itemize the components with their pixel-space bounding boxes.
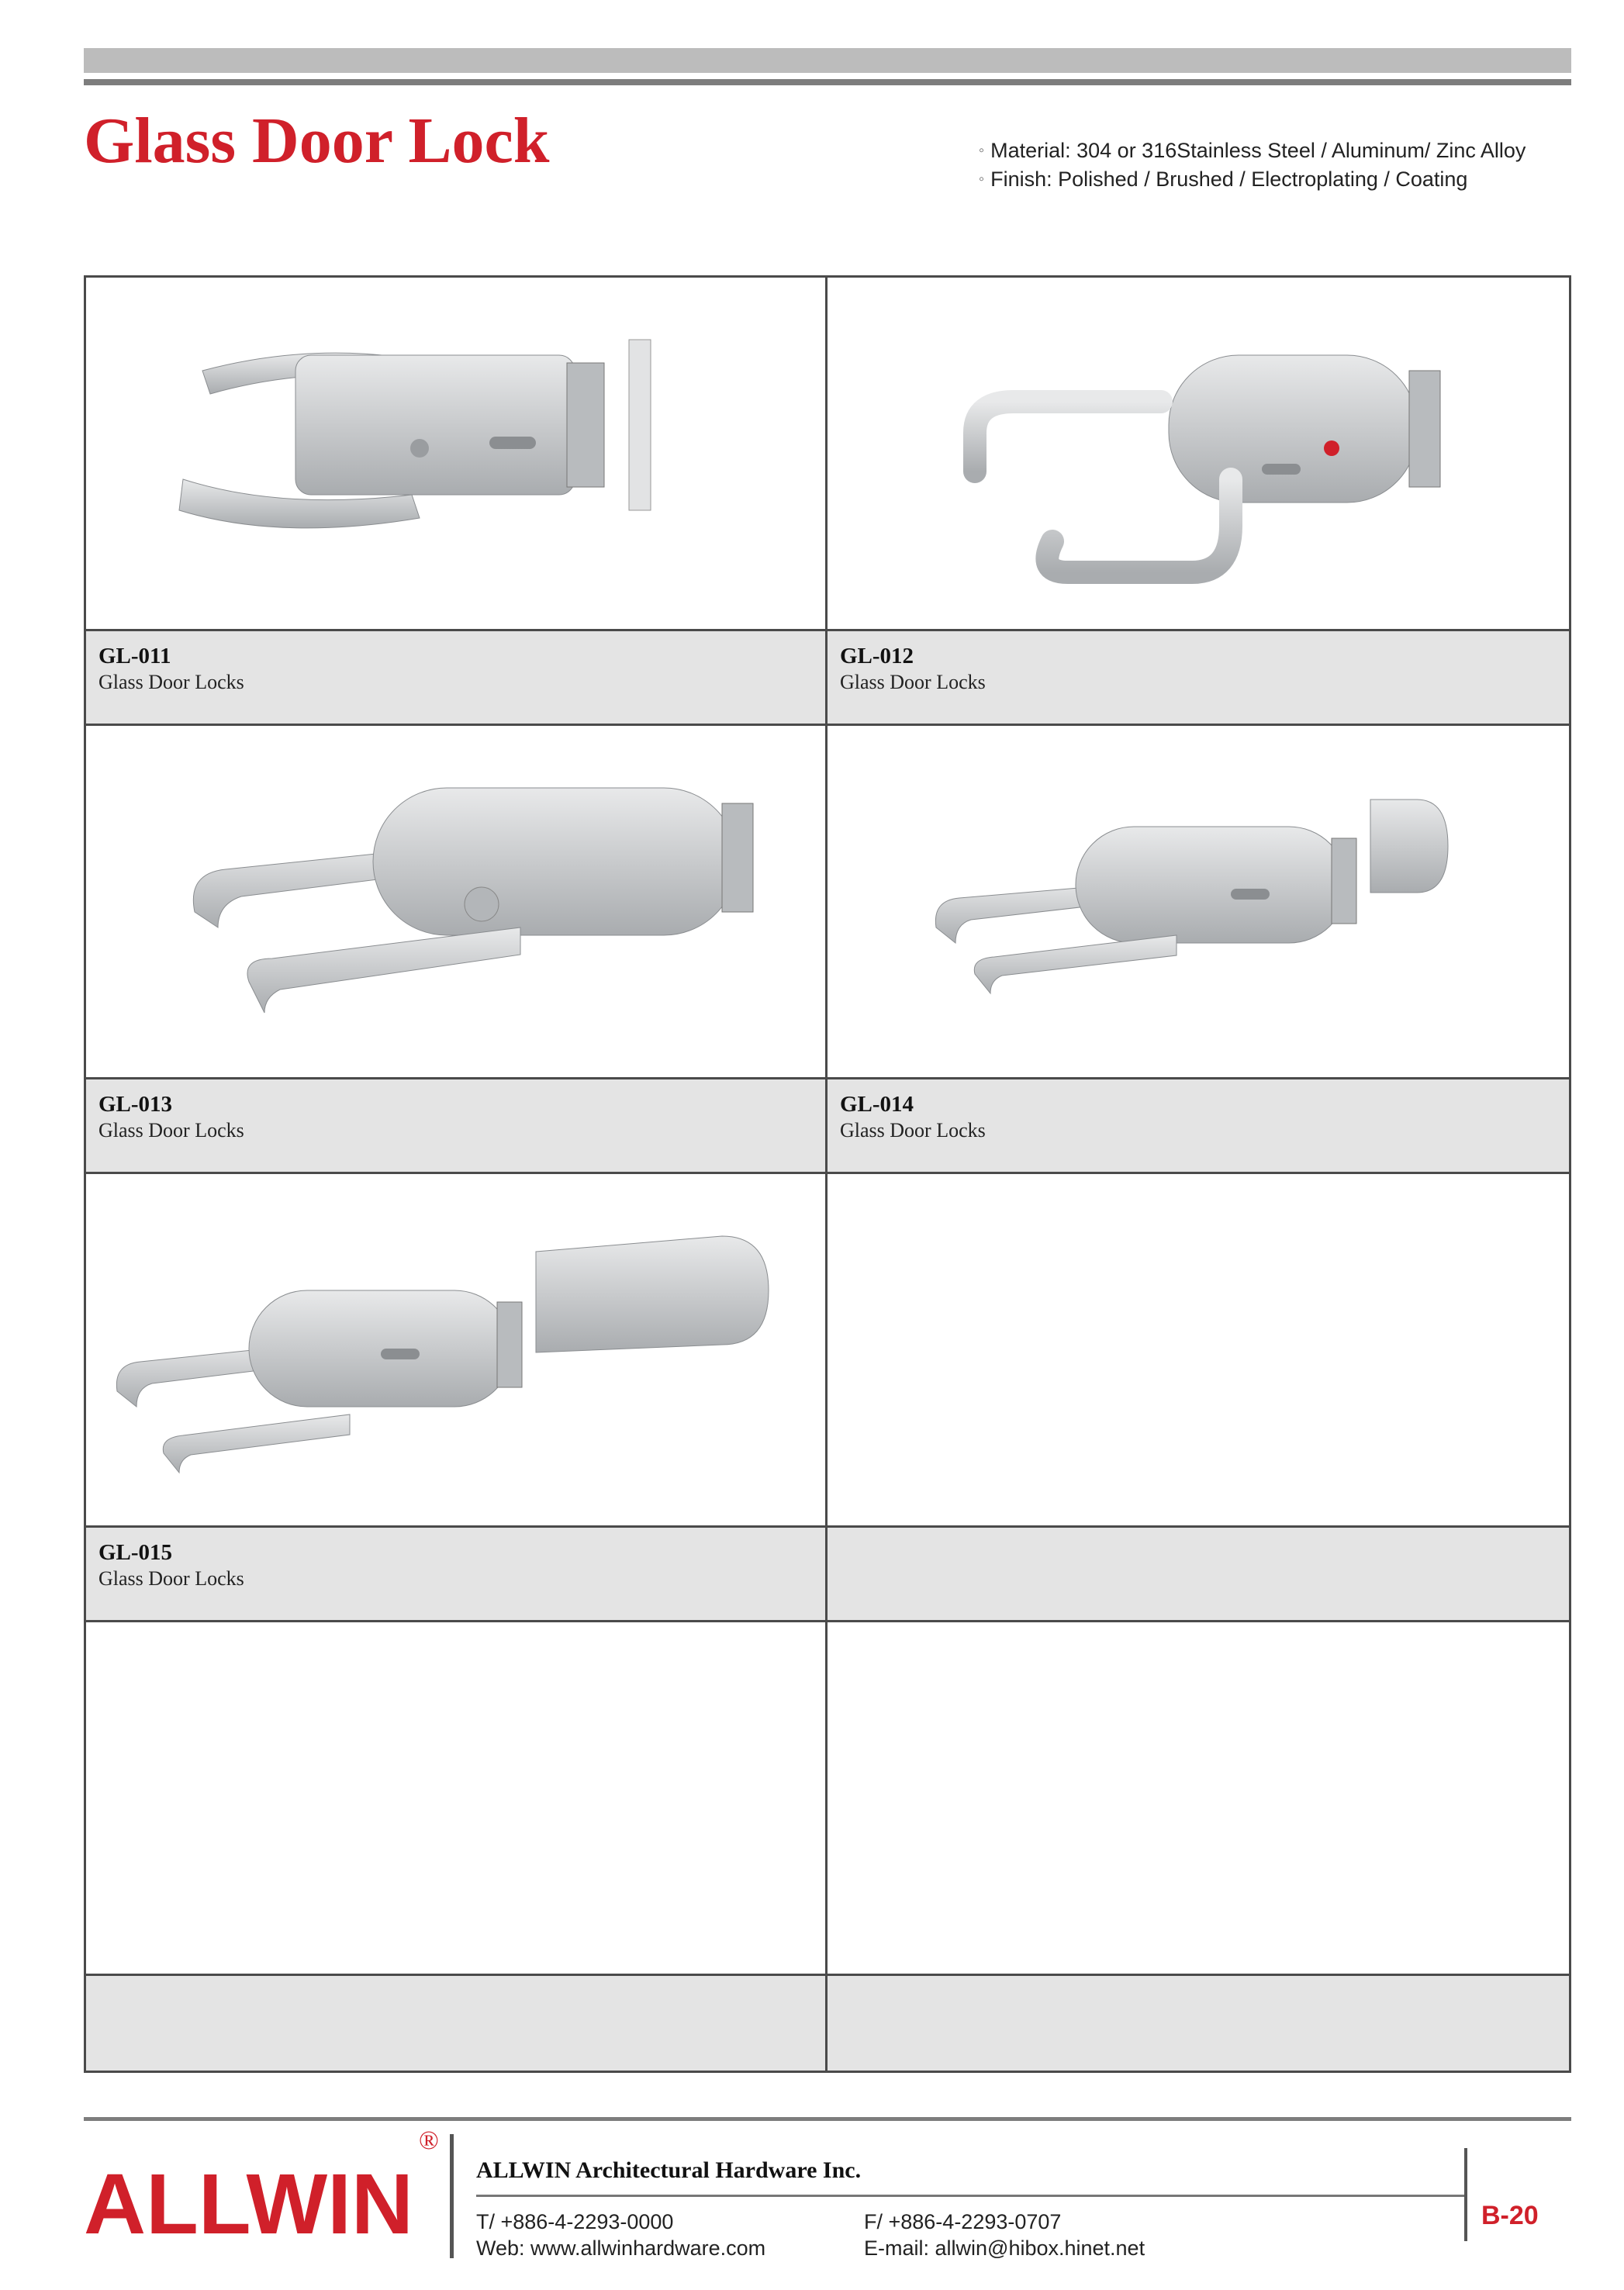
product-cell-empty-3 xyxy=(828,1622,1569,2071)
lock-gl-013-icon xyxy=(86,726,823,1077)
product-cell-gl-011 xyxy=(86,278,828,726)
product-cell-gl-013 xyxy=(86,726,828,1174)
product-image-gl-015 xyxy=(86,1174,825,1528)
allwin-logo xyxy=(84,2156,417,2249)
spec-finish: ◦ Finish: Polished / Brushed / Electroplating / Coating xyxy=(979,168,1468,191)
header-bar-top xyxy=(84,48,1571,73)
footer-divider xyxy=(450,2134,454,2258)
product-cell-gl-012 xyxy=(828,278,1569,726)
product-label-gl-011 xyxy=(86,631,825,726)
product-desc: Glass Door Locks xyxy=(98,671,244,693)
product-label-empty xyxy=(828,1528,1569,1622)
lock-gl-011-icon xyxy=(86,278,823,629)
lock-gl-015-icon xyxy=(86,1174,823,1525)
product-image-gl-013 xyxy=(86,726,825,1079)
product-code: GL-012 xyxy=(840,644,914,668)
footer-rule xyxy=(84,2117,1571,2121)
registered-mark: ® xyxy=(419,2126,439,2155)
lock-gl-012-icon xyxy=(828,278,1564,629)
product-image-empty xyxy=(828,1174,1569,1528)
contact-left xyxy=(476,2209,765,2261)
footer-divider-right xyxy=(1464,2148,1467,2241)
product-cell-gl-014 xyxy=(828,726,1569,1174)
product-image-empty xyxy=(828,1622,1569,1976)
contact-web: Web: www.allwinhardware.com xyxy=(476,2236,766,2260)
contact-right xyxy=(864,2209,1145,2261)
header-bar-bottom xyxy=(84,79,1571,85)
allwin-logo-text: ALLWIN xyxy=(84,2157,413,2249)
bullet-icon: ◦ xyxy=(979,171,985,188)
product-label-gl-012 xyxy=(828,631,1569,726)
company-name: ALLWIN Architectural Hardware Inc. xyxy=(476,2157,862,2183)
product-cell-empty-1 xyxy=(828,1174,1569,1622)
lock-gl-014-icon xyxy=(828,726,1564,1077)
product-image-gl-012 xyxy=(828,278,1569,631)
product-label-empty xyxy=(828,1976,1569,2071)
product-label-gl-015 xyxy=(86,1528,825,1622)
product-code: GL-014 xyxy=(840,1092,914,1117)
product-code: GL-015 xyxy=(98,1540,173,1565)
product-desc: Glass Door Locks xyxy=(98,1119,244,1142)
product-cell-gl-015 xyxy=(86,1174,828,1622)
product-grid xyxy=(84,275,1571,2073)
product-label-gl-014 xyxy=(828,1079,1569,1174)
page-number: B-20 xyxy=(1481,2201,1539,2230)
contact-tel: T/ +886-4-2293-0000 xyxy=(476,2210,674,2233)
footer-hline xyxy=(476,2195,1467,2197)
product-desc: Glass Door Locks xyxy=(840,671,986,693)
product-label-gl-013 xyxy=(86,1079,825,1174)
contact-email: E-mail: allwin@hibox.hinet.net xyxy=(864,2236,1145,2260)
page-title: Glass Door Lock xyxy=(84,105,550,177)
contact-fax: F/ +886-4-2293-0707 xyxy=(864,2210,1062,2233)
product-label-empty xyxy=(86,1976,825,2071)
product-desc: Glass Door Locks xyxy=(98,1567,244,1590)
spec-list xyxy=(979,137,1526,195)
product-desc: Glass Door Locks xyxy=(840,1119,986,1142)
product-image-empty xyxy=(86,1622,825,1976)
product-code: GL-013 xyxy=(98,1092,173,1117)
product-code: GL-011 xyxy=(98,644,171,668)
spec-material: ◦ Material: 304 or 316Stainless Steel / Aluminum/ Zinc Alloy xyxy=(979,139,1526,162)
product-image-gl-014 xyxy=(828,726,1569,1079)
product-image-gl-011 xyxy=(86,278,825,631)
bullet-icon: ◦ xyxy=(979,142,985,159)
product-cell-empty-2 xyxy=(86,1622,828,2071)
